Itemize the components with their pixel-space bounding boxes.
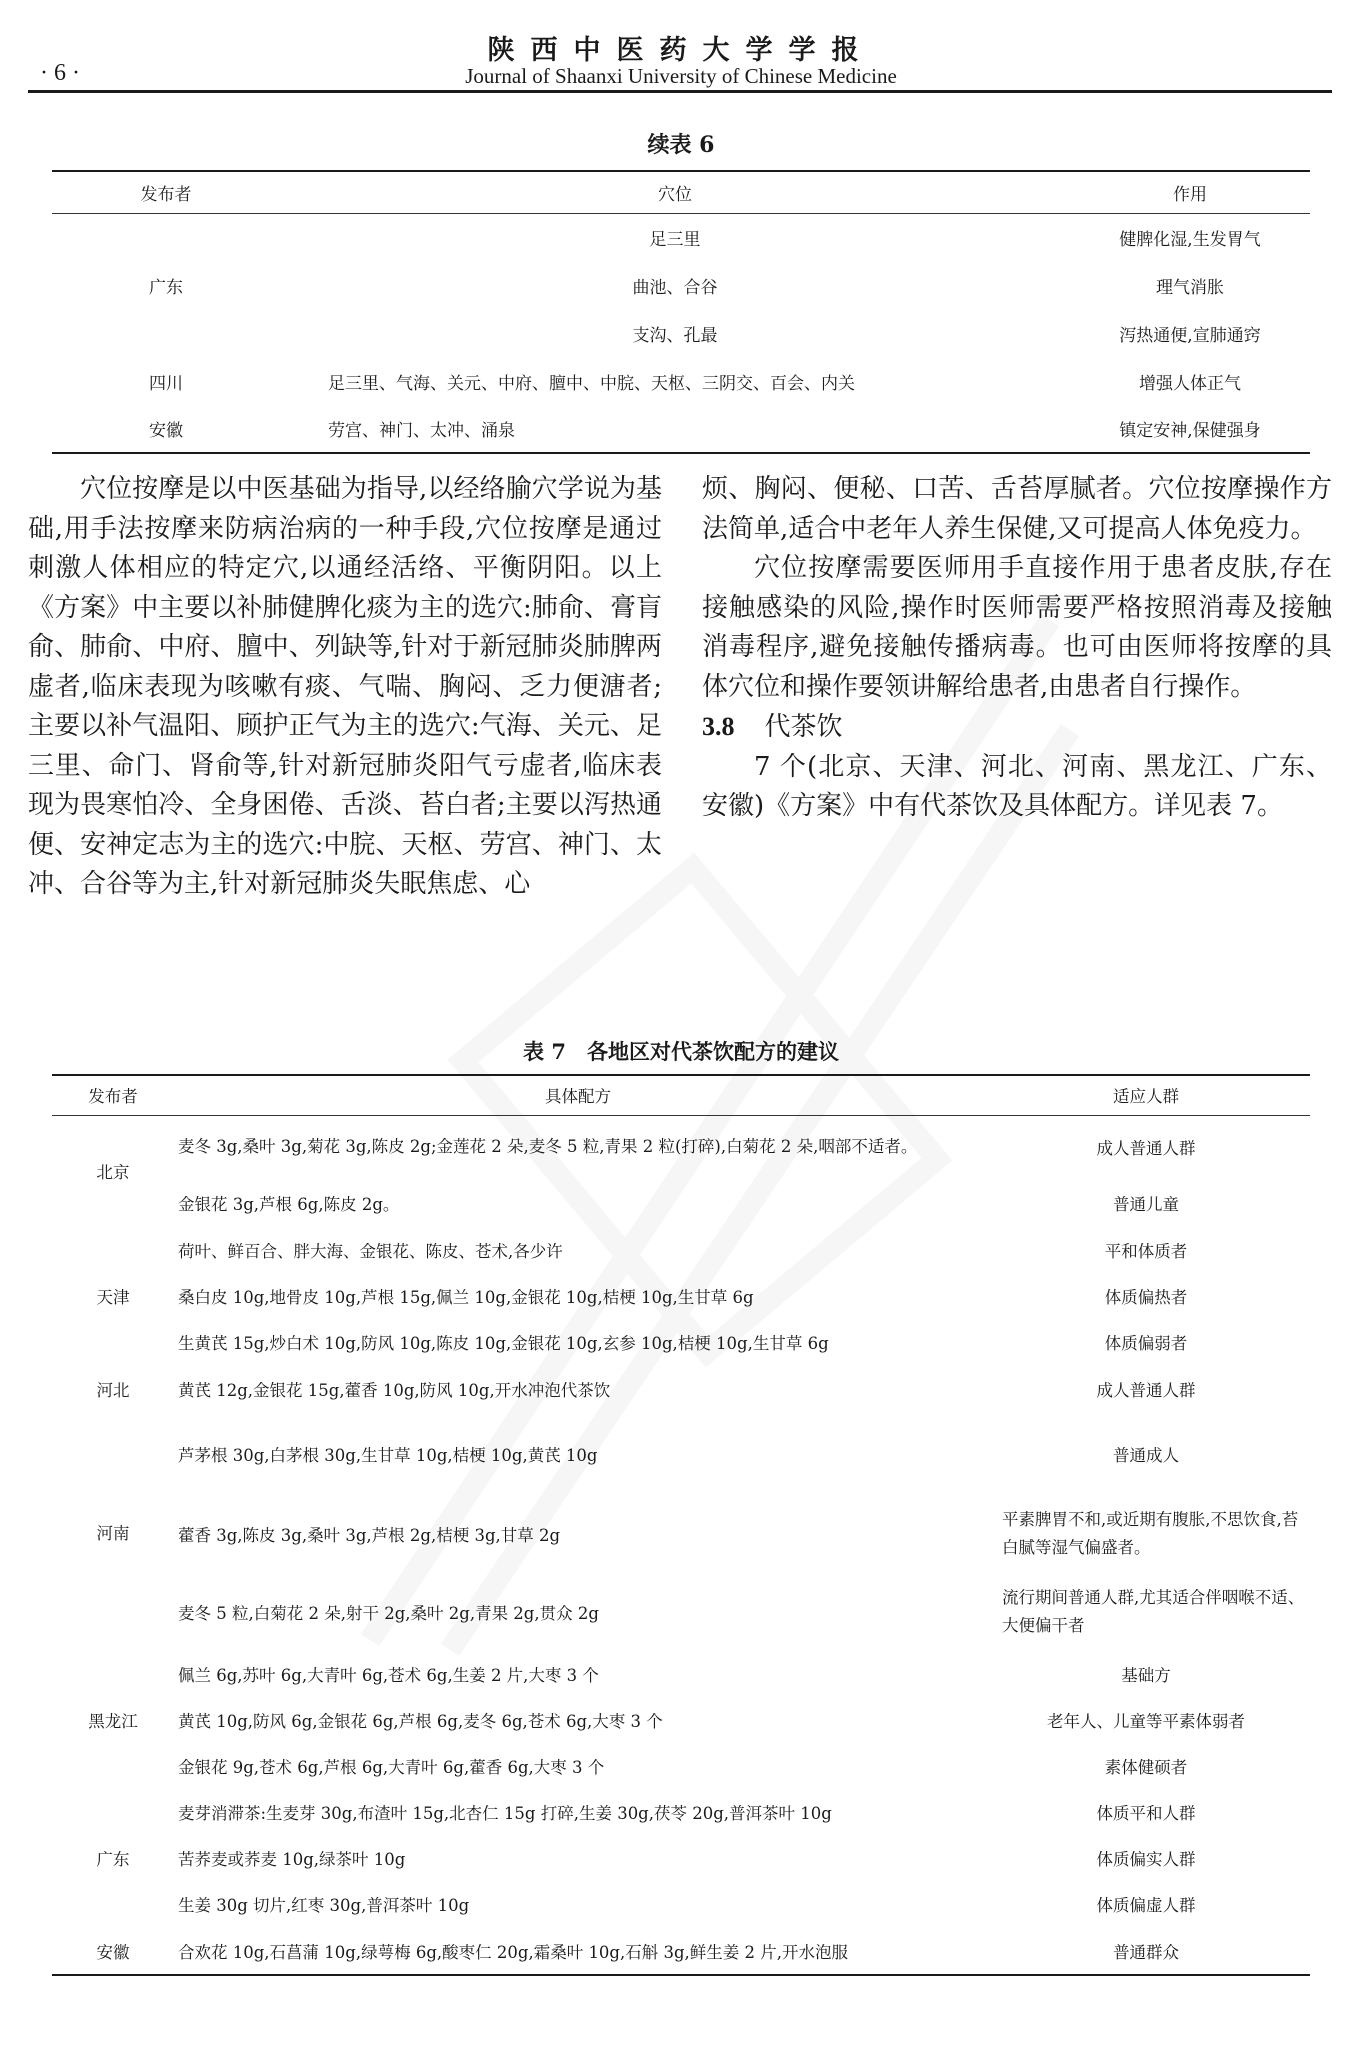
table-row [52, 357, 1310, 405]
table7-col-people: 适应人群 [982, 1075, 1310, 1115]
table7-formula: 生黄芪 15g,炒白术 10g,防风 10g,陈皮 10g,金银花 10g,玄参 10g,桔梗 10g,生甘草 6g [178, 1334, 829, 1353]
table7-publisher: 安徽 [52, 1927, 174, 1975]
table6-effect: 镇定安神,保健强身 [1070, 405, 1310, 453]
body-paragraph: 烦、胸闷、便秘、口苦、舌苔厚腻者。穴位按摩操作方法简单,适合中老年人养生保健,又可提高人体免疫力。 [702, 474, 1332, 544]
table7-people: 普通成人 [1113, 1446, 1179, 1465]
table7-people: 普通儿童 [1113, 1195, 1179, 1214]
table6-effect: 增强人体正气 [1139, 373, 1241, 394]
table7-formula: 生姜 30g 切片,红枣 30g,普洱茶叶 10g [178, 1896, 470, 1915]
table-row [52, 1789, 1310, 1835]
table6-points: 足三里、气海、关元、中府、膻中、中脘、天枢、三阴交、百会、内关 [328, 373, 855, 394]
right-column [702, 470, 1332, 827]
table-row [52, 1273, 1310, 1319]
table7-people: 平和体质者 [1104, 1242, 1188, 1261]
table-row [52, 1319, 1310, 1365]
header-rule [28, 90, 1332, 93]
table6-effect: 健脾化湿,生发胃气 [1119, 229, 1261, 250]
table6-points: 曲池、合谷 [632, 277, 718, 298]
table-row [52, 1573, 1310, 1651]
table6-col-effect: 作用 [1070, 171, 1310, 213]
table-row [52, 1227, 1310, 1273]
table7-formula: 金银花 9g,苍术 6g,芦根 6g,大青叶 6g,藿香 6g,大枣 3 个 [178, 1758, 605, 1777]
table7-formula: 麦冬 3g,桑叶 3g,菊花 3g,陈皮 2g;金莲花 2 朵,麦冬 5 粒,青果 2 粒(打碎),白菊花 2 朵,咽部不适者。 [178, 1137, 918, 1157]
table7-people: 平素脾胃不和,或近期有腹胀,不思饮食,苔白腻等湿气偏盛者。 [1002, 1510, 1299, 1557]
table7-formula: 荷叶、鲜百合、胖大海、金银花、陈皮、苍术,各少许 [178, 1242, 563, 1261]
journal-title-en: Journal of Shaanxi University of Chinese Medicine [465, 64, 897, 88]
table-row [52, 1413, 1310, 1495]
table6-points: 劳宫、神门、太冲、涌泉 [280, 405, 1070, 453]
table7-publisher: 北京 [96, 1163, 130, 1183]
body-paragraph: 穴位按摩需要医师用手直接作用于患者皮肤,存在接触感染的风险,操作时医师需要严格按照消毒及接触消毒程序,避免接触传播病毒。也可由医师将按摩的具体穴位和操作要领讲解给患者,由患者自行操作。 [702, 553, 1332, 702]
table7-formula: 麦芽消滞茶:生麦芽 30g,布渣叶 15g,北杏仁 15g 打碎,生姜 30g,茯苓 20g,普洱茶叶 10g [178, 1804, 832, 1823]
table7-people: 体质偏虚人群 [1096, 1896, 1196, 1915]
table7-formula: 佩兰 6g,苏叶 6g,大青叶 6g,苍术 6g,生姜 2 片,大枣 3 个 [178, 1666, 599, 1685]
body-paragraph: 7 个(北京、天津、河北、河南、黑龙江、广东、安徽)《方案》中有代茶饮及具体配方。详见表 7。 [702, 751, 1332, 821]
table6-points: 足三里 [649, 229, 701, 250]
table7-people: 体质偏弱者 [1104, 1334, 1188, 1353]
table7-formula: 麦冬 5 粒,白菊花 2 朵,射干 2g,桑叶 2g,青果 2g,贯众 2g [178, 1604, 599, 1623]
table7-people: 流行期间普通人群,尤其适合伴咽喉不适、大便偏干者 [1002, 1588, 1305, 1635]
left-column [28, 470, 662, 905]
table7-people: 体质平和人群 [1096, 1804, 1196, 1823]
table7-publisher: 天津 [96, 1288, 130, 1307]
table7-publisher: 河北 [96, 1381, 130, 1400]
table7-people: 体质偏实人群 [1096, 1850, 1196, 1869]
table7-col-publisher: 发布者 [52, 1075, 174, 1115]
section-heading [702, 707, 1332, 748]
table7-formula: 金银花 3g,芦根 6g,陈皮 2g。 [178, 1195, 400, 1214]
table-row [52, 405, 1310, 453]
table7-col-formula: 具体配方 [174, 1075, 982, 1115]
table-row [52, 1697, 1310, 1743]
table7-publisher: 黑龙江 [88, 1712, 138, 1731]
section-title: 代茶饮 [764, 712, 843, 742]
table6-caption: 续表 6 [647, 132, 715, 158]
table-row [52, 1495, 1310, 1573]
table-row [52, 213, 1310, 261]
body-paragraph: 穴位按摩是以中医基础为指导,以经络腧穴学说为基础,用手法按摩来防病治病的一种手段,穴位按摩是通过刺激人体相应的特定穴,以通经活络、平衡阴阳。以上《方案》中主要以补肺健脾化痰为主的选穴:肺俞、膏肓俞、肺俞、中府、膻中、列缺等,针对于新冠肺炎肺脾两虚者,临床表现为咳嗽有痰、气喘、胸闷、乏力便溏者;主要以补气温阳、顾护正气为主的选穴:气海、关元、足三里、命门、肾俞等,针对新冠肺炎阳气亏虚者,临床表现为畏寒怕冷、全身困倦、舌淡、苔白者;主要以泻热通便、安神定志为主的选穴:中脘、天枢、劳宫、神门、太冲、合谷等为主,针对新冠肺炎失眠焦虑、心 [28, 474, 662, 899]
table7-formula: 芦茅根 30g,白茅根 30g,生甘草 10g,桔梗 10g,黄芪 10g [178, 1446, 598, 1465]
table7-people: 老年人、儿童等平素体弱者 [1047, 1712, 1245, 1731]
table6-effect: 理气消胀 [1156, 277, 1224, 298]
table6-points: 支沟、孔最 [632, 325, 718, 346]
table6-effect: 泻热通便,宣肺通窍 [1119, 325, 1261, 346]
journal-title-cn: 陕西中医药大学学报 [487, 35, 875, 66]
table7-publisher: 广东 [96, 1850, 130, 1869]
table-row [52, 1881, 1310, 1927]
table7-caption: 表 7 各地区对代茶饮配方的建议 [523, 1039, 839, 1064]
table7-formula: 黄芪 10g,防风 6g,金银花 6g,芦根 6g,麦冬 6g,苍术 6g,大枣 3 个 [178, 1712, 663, 1731]
table7-formula: 合欢花 10g,石菖蒲 10g,绿萼梅 6g,酸枣仁 20g,霜桑叶 10g,石斛 3g,鲜生姜 2 片,开水泡服 [174, 1927, 982, 1975]
table6-col-points: 穴位 [280, 171, 1070, 213]
table7-header-row [52, 1075, 1310, 1115]
table-row [52, 1927, 1310, 1975]
table-row [52, 1651, 1310, 1697]
table7-formula: 黄芪 12g,金银花 15g,藿香 10g,防风 10g,开水冲泡代茶饮 [178, 1381, 611, 1400]
table6 [52, 170, 1310, 454]
table7-publisher: 河南 [96, 1524, 130, 1543]
section-number: 3.8 [702, 712, 735, 741]
table-row [52, 1835, 1310, 1881]
table7-people: 素体健硕者 [1104, 1758, 1188, 1777]
table-row [52, 1743, 1310, 1789]
table7-people: 成人普通人群 [1096, 1381, 1196, 1400]
table-row [52, 1115, 1310, 1179]
table7-people: 成人普通人群 [1096, 1139, 1196, 1159]
table7 [52, 1074, 1310, 1976]
table7-people: 体质偏热者 [1104, 1288, 1188, 1307]
table6-header-row [52, 171, 1310, 213]
table7-formula: 桑白皮 10g,地骨皮 10g,芦根 15g,佩兰 10g,金银花 10g,桔梗 10g,生甘草 6g [178, 1288, 754, 1307]
table7-people: 基础方 [1121, 1666, 1171, 1685]
table7-people: 普通群众 [982, 1927, 1310, 1975]
table6-publisher: 四川 [149, 373, 183, 394]
table6-publisher: 广东 [149, 277, 183, 298]
table-row [52, 1179, 1310, 1227]
table7-formula: 藿香 3g,陈皮 3g,桑叶 3g,芦根 2g,桔梗 3g,甘草 2g [178, 1526, 561, 1545]
table7-formula: 苦荞麦或荞麦 10g,绿茶叶 10g [178, 1850, 406, 1869]
page-number: · 6 · [40, 60, 80, 86]
table6-col-publisher: 发布者 [52, 171, 280, 213]
table-row [52, 1365, 1310, 1413]
table6-publisher: 安徽 [52, 405, 280, 453]
